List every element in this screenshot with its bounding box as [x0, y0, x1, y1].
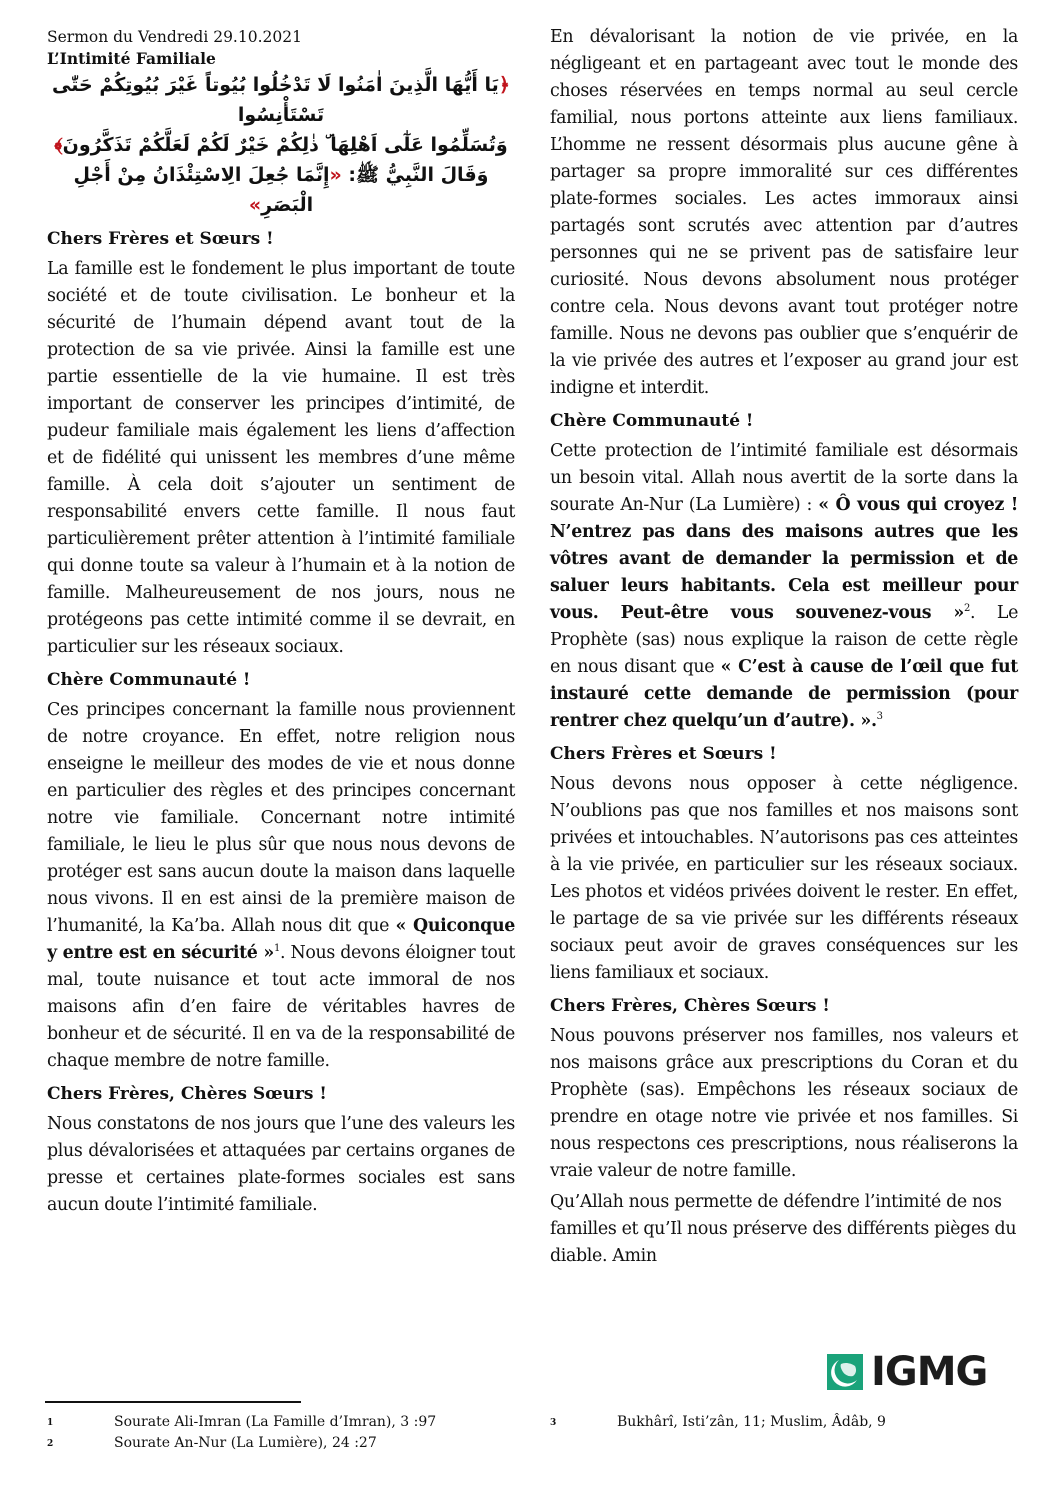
paragraph: Ces principes concernant la famille nous proviennent de notre croyance. En effet, notre religion nous enseigne le meilleur des modes de vie et nous donne en particulier des règles et des principes concernant notre vie familiale. Concernant notre intimité familiale, le lieu le plus sûr que nous nous devons de protéger est sans aucun doute la maison dans laquelle nous vivons. Il en est ainsi de la première maison de l’humanité, la Ka’ba. Allah nous dit que « Quiconque y entre est en sécurité »$^1$. Nous devons éloigner tout mal, toute nuisance et tout acte immoral de nos maisons afin d’en faire de véritables havres de bonheur et de sécurité. Il en va de la responsabilité de chaque membre de notre famille.: [47, 700, 515, 1071]
igmg-logo: [827, 1349, 988, 1395]
paragraph: En dévalorisant la notion de vie privée, en la négligeant et en partageant avec tout le monde des choses réservées en temps normal au seul cercle familial, nous portons atteinte aux liens familiaux. L’homme ne ressent désormais plus aucune gêne à partager sa propre immoralité sur ces différentes plate-formes sociales. Les actes immoraux ainsi partagés sont scrutés avec attention par d’autres personnes qui ne se privent pas de satisfaire leur curiosité. Nous devons absolument nous protéger contre cela. Nous devons avant tout protéger notre famille. Nous ne devons pas oublier que s’enquérir de la vie privée des autres et l’exposer au grand jour est indigne et interdit.: [550, 27, 1018, 398]
quran-bracket-open: ﴿: [498, 74, 510, 96]
section-heading: Chers Frères et Sœurs !: [47, 229, 274, 249]
crescent-globe-svg: [827, 1354, 863, 1390]
footnote-text: Sourate Ali-Imran (La Famille d’Imran), 3 :97: [114, 1414, 437, 1430]
footnote-ref[interactable]: 2: [963, 603, 970, 615]
footnote-ref[interactable]: 3: [876, 711, 883, 723]
logo-text: IGMG: [871, 1349, 988, 1395]
arabic-hadith: وَقَالَ النَّبِيُّ ﷺ: «إِنَّمَا جُعِلَ الِاسْتِئْذَانُ مِنْ أَجْلِ الْبَصَرِ»: [73, 164, 489, 216]
arabic-verse-line1: ﴿يَا أَيُّهَا الَّذِينَ اٰمَنُوا لَا تَدْخُلُوا بُيُوتاً غَيْرَ بُيُوتِكُمْ حَتّٰى تَسْتَأْنِسُوا: [52, 74, 510, 126]
paragraph: Nous pouvons préserver nos familles, nos valeurs et nos maisons grâce aux prescriptions du Coran et du Prophète (sas). Empêchons les réseaux sociaux de prendre en otage notre vie privée et nos familles. Si nous respectons ces prescriptions, nous réaliserons la vraie valeur de notre famille.: [550, 1026, 1018, 1181]
section-heading: Chère Communauté !: [47, 670, 251, 690]
page-title: L’Intimité Familiale: [47, 49, 216, 68]
quran-bracket-close: ﴾: [54, 134, 63, 156]
crescent-globe-icon: [827, 1354, 863, 1390]
left-column: [47, 0, 515, 1223]
closing-prayer: Qu’Allah nous permette de défendre l’intimité de nos familles et qu’Il nous préserve des différents pièges du diable. Amin: [550, 1192, 1017, 1266]
footnote-number: 3: [550, 1418, 557, 1428]
section-heading: Chers Frères et Sœurs !: [550, 744, 777, 764]
footnote-text: Sourate An-Nur (La Lumière), 24 :27: [114, 1435, 377, 1451]
quran-quote: « Ô vous qui croyez ! N’entrez pas dans des maisons autres que les vôtres avant de demander la permission et de saluer leurs habitants. Cela est meilleur pour vous. Peut-être vous souvenez-vous »: [550, 495, 1018, 623]
paragraph: La famille est le fondement le plus important de toute société et de toute civilisation. Le bonheur et la sécurité de l’humain dépend avant tout de la protection de sa vie privée. Ainsi la famille est une partie essentielle de la vie humaine. Il est très important de conserver les principes d’intimité, de pudeur familiale mais également les liens d’affection et de fidélité qui unissent les membres d’une même famille. À cela doit s’ajouter un sentiment de responsabilité envers cette famille. Il nous faut particulièrement prêter attention à l’intimité familiale qui donne toute sa valeur à l’humain et à la notion de famille. Malheureusement de nos jours, nous ne protégeons pas cette intimité comme il se devrait, en particulier sur les réseaux sociaux.: [47, 259, 515, 657]
paragraph: Nous devons nous opposer à cette négligence. N’oublions pas que nos familles et nos maisons sont privées et intouchables. N’autorisons pas ces atteintes à la vie privée, en particulier sur les réseaux sociaux. Les photos et vidéos privées doivent le rester. En effet, le partage de sa vie privée sur les différents réseaux sociaux peut avoir de graves conséquences sur les liens familiaux et sociaux.: [550, 774, 1018, 983]
footnote-2: [47, 1434, 377, 1453]
hadith-quote-open: «: [329, 164, 342, 186]
right-column: [550, 0, 1018, 1274]
footnote-number: 1: [47, 1418, 54, 1428]
footnote-number: 2: [47, 1439, 54, 1449]
footnote-3: [550, 1413, 886, 1432]
paragraph: Nous constatons de nos jours que l’une des valeurs les plus dévalorisées et attaquées par certains organes de presse et certaines plate-formes sociales est sans aucun doute l’intimité familiale.: [47, 1114, 515, 1215]
arabic-verse-line2: وَتُسَلِّمُوا عَلٰٓى اَهْلِهَا ۜ ذٰلِكُمْ خَيْرٌ لَكُمْ لَعَلَّكُمْ تَذَكَّرُونَ﴾: [54, 134, 508, 156]
section-heading: Chers Frères, Chères Sœurs !: [47, 1084, 327, 1104]
sermon-date: Sermon du Vendredi 29.10.2021: [47, 28, 302, 46]
hadith-quote: « C’est à cause de l’œil que fut instauré cette demande de permission (pour rentrer chez quelqu’un d’autre). ».: [550, 657, 1018, 731]
arabic-verse: [47, 70, 515, 220]
footnote-text: Bukhârî, Isti’zân, 11; Muslim, Âdâb, 9: [617, 1414, 886, 1430]
hadith-quote-close: »: [248, 194, 262, 216]
section-heading: Chers Frères, Chères Sœurs !: [550, 996, 830, 1016]
footnote-ref[interactable]: 1: [273, 943, 280, 955]
footnote-divider: [45, 1401, 301, 1403]
quran-quote: « Quiconque y entre est en sécurité »: [47, 916, 515, 963]
footnote-1: [47, 1413, 436, 1432]
paragraph: Cette protection de l’intimité familiale est désormais un besoin vital. Allah nous avertit de la sorte dans la sourate An-Nur (La Lumière) : « Ô vous qui croyez ! N’entrez pas dans des maisons autres que les vôtres avant de demander la permission et de saluer leurs habitants. Cela est meilleur pour vous. Peut-être vous souvenez-vous »$^2$. Le Prophète (sas) nous explique la raison de cette règle en nous disant que « C’est à cause de l’œil que fut instauré cette demande de permission (pour rentrer chez quelqu’un d’autre). ».$^3$: [550, 441, 1019, 731]
section-heading: Chère Communauté !: [550, 411, 754, 431]
